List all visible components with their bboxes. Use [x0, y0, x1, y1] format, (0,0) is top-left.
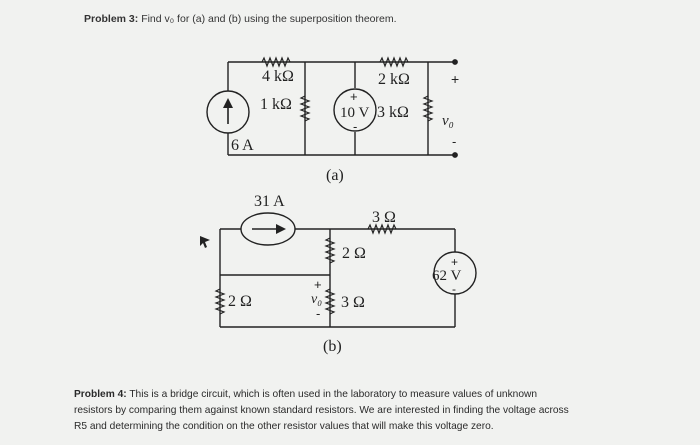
label-62v-plus: +	[451, 255, 459, 269]
label-2ohm-mid: 2 Ω	[342, 245, 366, 262]
label-10v-plus: +	[350, 89, 358, 104]
label-10v: 10 V	[340, 105, 370, 121]
label-2ohm-left: 2 Ω	[228, 293, 252, 310]
label-3ohm-top: 3 Ω	[372, 209, 396, 226]
cursor-icon	[200, 236, 210, 248]
label-2k: 2 kΩ	[378, 71, 410, 88]
label-62v-minus: -	[452, 282, 456, 296]
problem-3-text: Find v₀ for (a) and (b) using the superposition theorem.	[141, 13, 397, 25]
label-10v-minus: -	[353, 119, 358, 134]
resistor-1k	[301, 96, 309, 121]
label-vo-plus: +	[314, 277, 322, 292]
problem-4-text: This is a bridge circuit, which is often used in the laboratory to measure values of unknown resistors by comparing them against known standard resistors. We are interested in finding the voltage across R5 and determining the condition on the other resistor values that will make this voltage zero.	[74, 389, 569, 432]
label-1k: 1 kΩ	[260, 96, 292, 113]
label-3k: 3 kΩ	[377, 104, 409, 121]
caption-b: (b)	[323, 338, 342, 355]
problem-4-label: Problem 4:	[74, 389, 127, 400]
problem-4-statement	[74, 387, 574, 435]
resistor-2ohm-mid	[326, 238, 334, 263]
resistor-3ohm-bottom	[326, 289, 334, 314]
label-6a: 6 A	[231, 137, 254, 154]
label-3ohm-bottom: 3 Ω	[341, 294, 365, 311]
label-vo-a: v₀	[442, 113, 454, 129]
resistor-3k	[424, 96, 432, 121]
label-31a: 31 A	[254, 193, 285, 210]
problem-3-label: Problem 3:	[84, 13, 139, 25]
label-vo-minus: -	[316, 306, 321, 321]
label-minus-a: -	[452, 134, 457, 149]
resistor-2ohm-left	[216, 289, 224, 314]
label-4k: 4 kΩ	[262, 68, 294, 85]
caption-a: (a)	[326, 167, 344, 184]
label-vo-b: v₀	[311, 292, 323, 307]
label-62v: 62 V	[432, 268, 462, 284]
label-plus-a: +	[451, 71, 460, 87]
